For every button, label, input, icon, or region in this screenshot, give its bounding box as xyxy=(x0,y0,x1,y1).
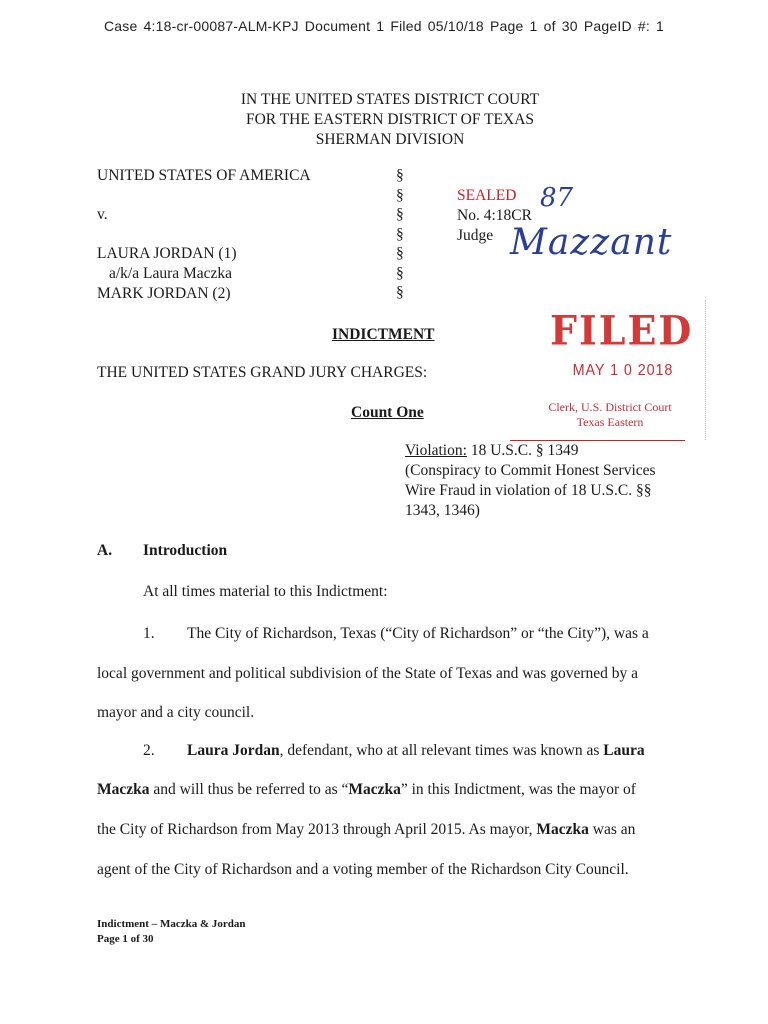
defendant-name: Laura xyxy=(603,742,645,759)
violation-line-2: (Conspiracy to Commit Honest Services xyxy=(405,462,656,479)
section-title: Introduction xyxy=(143,542,228,559)
section-symbol: § xyxy=(396,186,404,204)
para-2-text: the City of Richardson from May 2013 through April 2015. As mayor, xyxy=(97,821,537,838)
grand-jury-charges: THE UNITED STATES GRAND JURY CHARGES: xyxy=(97,364,428,381)
section-symbol: § xyxy=(396,264,404,282)
footer-title: Indictment – Maczka & Jordan xyxy=(97,918,246,930)
defendant-name: Maczka xyxy=(536,821,589,838)
case-number-handwritten: 87 xyxy=(540,183,574,213)
filed-stamp-clerk xyxy=(530,400,690,430)
case-number-label: No. 4:18CR xyxy=(457,207,532,224)
filed-clerk-line-2: Texas Eastern xyxy=(576,415,644,429)
versus-label: v. xyxy=(97,206,108,223)
judge-signature: Mazzant xyxy=(510,222,673,263)
filed-stamp-date: MAY 1 0 2018 xyxy=(572,362,674,379)
defendant-alias: a/k/a Laura Maczka xyxy=(109,265,233,282)
defendant-name: Maczka xyxy=(97,781,150,798)
footer-page-number: Page 1 of 30 xyxy=(97,933,154,945)
material-statement: At all times material to this Indictment: xyxy=(143,583,388,600)
para-2-line-3 xyxy=(97,820,635,840)
para-2-text: and will thus be referred to as “ xyxy=(149,781,349,798)
section-symbol: § xyxy=(396,206,404,223)
court-line-2: FOR THE EASTERN DISTRICT OF TEXAS xyxy=(245,111,535,128)
violation-line-4: 1343, 1346) xyxy=(405,502,480,519)
page-footer xyxy=(97,917,246,947)
para-2-line-1 xyxy=(187,741,645,761)
defendant-1: LAURA JORDAN (1) xyxy=(97,245,237,262)
defendant-2: MARK JORDAN (2) xyxy=(97,285,231,302)
para-2-text: , defendant, who at all relevant times was known as xyxy=(279,742,604,759)
court-line-1: IN THE UNITED STATES DISTRICT COURT xyxy=(240,91,540,108)
section-symbol: § xyxy=(396,167,404,184)
filed-clerk-line-1: Clerk, U.S. District Court xyxy=(548,400,672,414)
violation-label: Violation: xyxy=(405,442,467,459)
para-1-line-1: The City of Richardson, Texas (“City of Richardson” or “the City”), was a xyxy=(187,625,649,642)
para-2-number: 2. xyxy=(143,742,155,759)
violation-line-1 xyxy=(405,441,578,461)
para-1-line-2: local government and political subdivision of the State of Texas and was governed by a xyxy=(97,665,638,682)
violation-line-3: Wire Fraud in violation of 18 U.S.C. §§ xyxy=(405,482,652,499)
section-symbol: § xyxy=(396,284,404,301)
defendant-name: Laura Jordan xyxy=(187,742,280,759)
section-letter: A. xyxy=(97,542,113,559)
section-symbol-column xyxy=(396,166,408,303)
defendant-name: Maczka xyxy=(348,781,401,798)
section-symbol: § xyxy=(396,225,404,243)
para-2-line-4: agent of the City of Richardson and a voting member of the Richardson City Council. xyxy=(97,861,629,878)
court-heading xyxy=(0,90,768,150)
violation-statute: 18 U.S.C. § 1349 xyxy=(466,442,579,459)
para-1-number: 1. xyxy=(143,625,155,642)
para-1-line-3: mayor and a city council. xyxy=(97,704,255,721)
para-2-text: was an xyxy=(588,821,636,838)
filed-stamp xyxy=(510,300,710,445)
count-heading: Count One xyxy=(351,404,424,421)
case-header-stamp: Case 4:18-cr-00087-ALM-KPJ Document 1 Filed 05/10/18 Page 1 of 30 PageID #: 1 xyxy=(103,18,665,34)
para-2-line-2 xyxy=(97,780,636,800)
filed-stamp-word: FILED xyxy=(550,306,694,355)
section-symbol: § xyxy=(396,245,404,262)
judge-label: Judge xyxy=(457,227,494,244)
court-line-3: SHERMAN DIVISION xyxy=(315,131,465,148)
para-2-text: ” in this Indictment, was the mayor of xyxy=(400,781,636,798)
plaintiff-name: UNITED STATES OF AMERICA xyxy=(97,167,311,184)
indictment-title: INDICTMENT xyxy=(332,326,435,343)
sealed-label: SEALED xyxy=(457,187,517,204)
stamp-dotted-edge xyxy=(705,300,710,440)
